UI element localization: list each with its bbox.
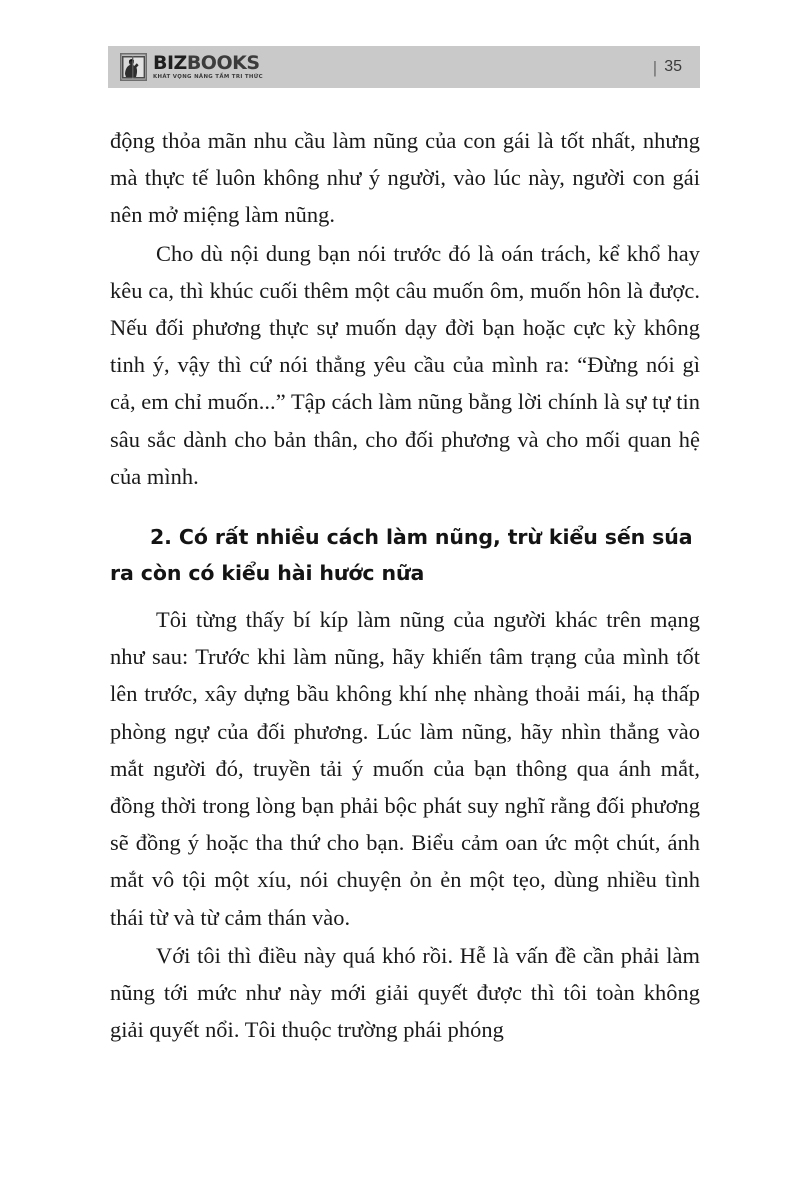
brand-name — [153, 51, 263, 74]
page-number-group — [653, 59, 700, 76]
page-number-separator: | — [652, 57, 658, 77]
bizbooks-book-logo-icon — [120, 53, 147, 81]
brand-name-biz: BIZ — [153, 51, 187, 74]
brand-tagline: KHÁT VỌNG NÂNG TẦM TRI THỨC — [153, 73, 263, 80]
paragraph-cho-du: Cho dù nội dung bạn nói trước đó là oán trách, kể khổ hay kêu ca, thì khúc cuối thêm một câu muốn ôm, muốn hôn là được. Nếu đối phương thực sự muốn dạy đời bạn hoặc cực kỳ không tinh ý, vậy thì cứ nói thẳng yêu cầu của mình ra: “Đừng nói gì cả, em chỉ muốn...” Tập cách làm nũng bằng lời chính là sự tự tin sâu sắc dành cho bản thân, cho đối phương và cho mối quan hệ của mình. — [110, 240, 700, 489]
paragraph-continued: động thỏa mãn nhu cầu làm nũng của con gái là tốt nhất, nhưng mà thực tế luôn không như ý người, vào lúc này, người con gái nên mở miệng làm nũng. — [110, 128, 700, 228]
paragraph-voi-toi: Với tôi thì điều này quá khó rồi. Hễ là vấn đề cần phải làm nũng tới mức như này mới giải quyết được thì tôi toàn không giải quyết nổi. Tôi thuộc trường phái phóng — [110, 942, 700, 1043]
page-body — [110, 122, 700, 1048]
bizbooks-logo — [108, 53, 263, 81]
paragraph-toi-tung-thay: Tôi từng thấy bí kíp làm nũng của người khác trên mạng như sau: Trước khi làm nũng, hãy khiến tâm trạng của mình tốt lên trước, xây dựng bầu không khí nhẹ nhàng thoải mái, hạ thấp phòng ngự của đối phương. Lúc làm nũng, hãy nhìn thẳng vào mắt người đó, truyền tải ý muốn của bạn thông qua ánh mắt, đồng thời trong lòng bạn phải bộc phát suy nghĩ rằng đối phương sẽ đồng ý hoặc tha thứ cho bạn. Biểu cảm oan ức một chút, ánh mắt vô tội một xíu, nói chuyện ỏn ẻn một tẹo, dùng nhiều tình thái từ và từ cảm thán vào. — [110, 607, 700, 930]
brand-name-books: BOOKS — [186, 51, 260, 74]
bizbooks-wordmark — [153, 51, 263, 80]
page-number: 35 — [664, 58, 682, 75]
section-heading: 2. Có rất nhiều cách làm nũng, trừ kiểu sến súa ra còn có kiểu hài hước nữa — [110, 525, 693, 586]
page-header-band — [108, 46, 700, 88]
